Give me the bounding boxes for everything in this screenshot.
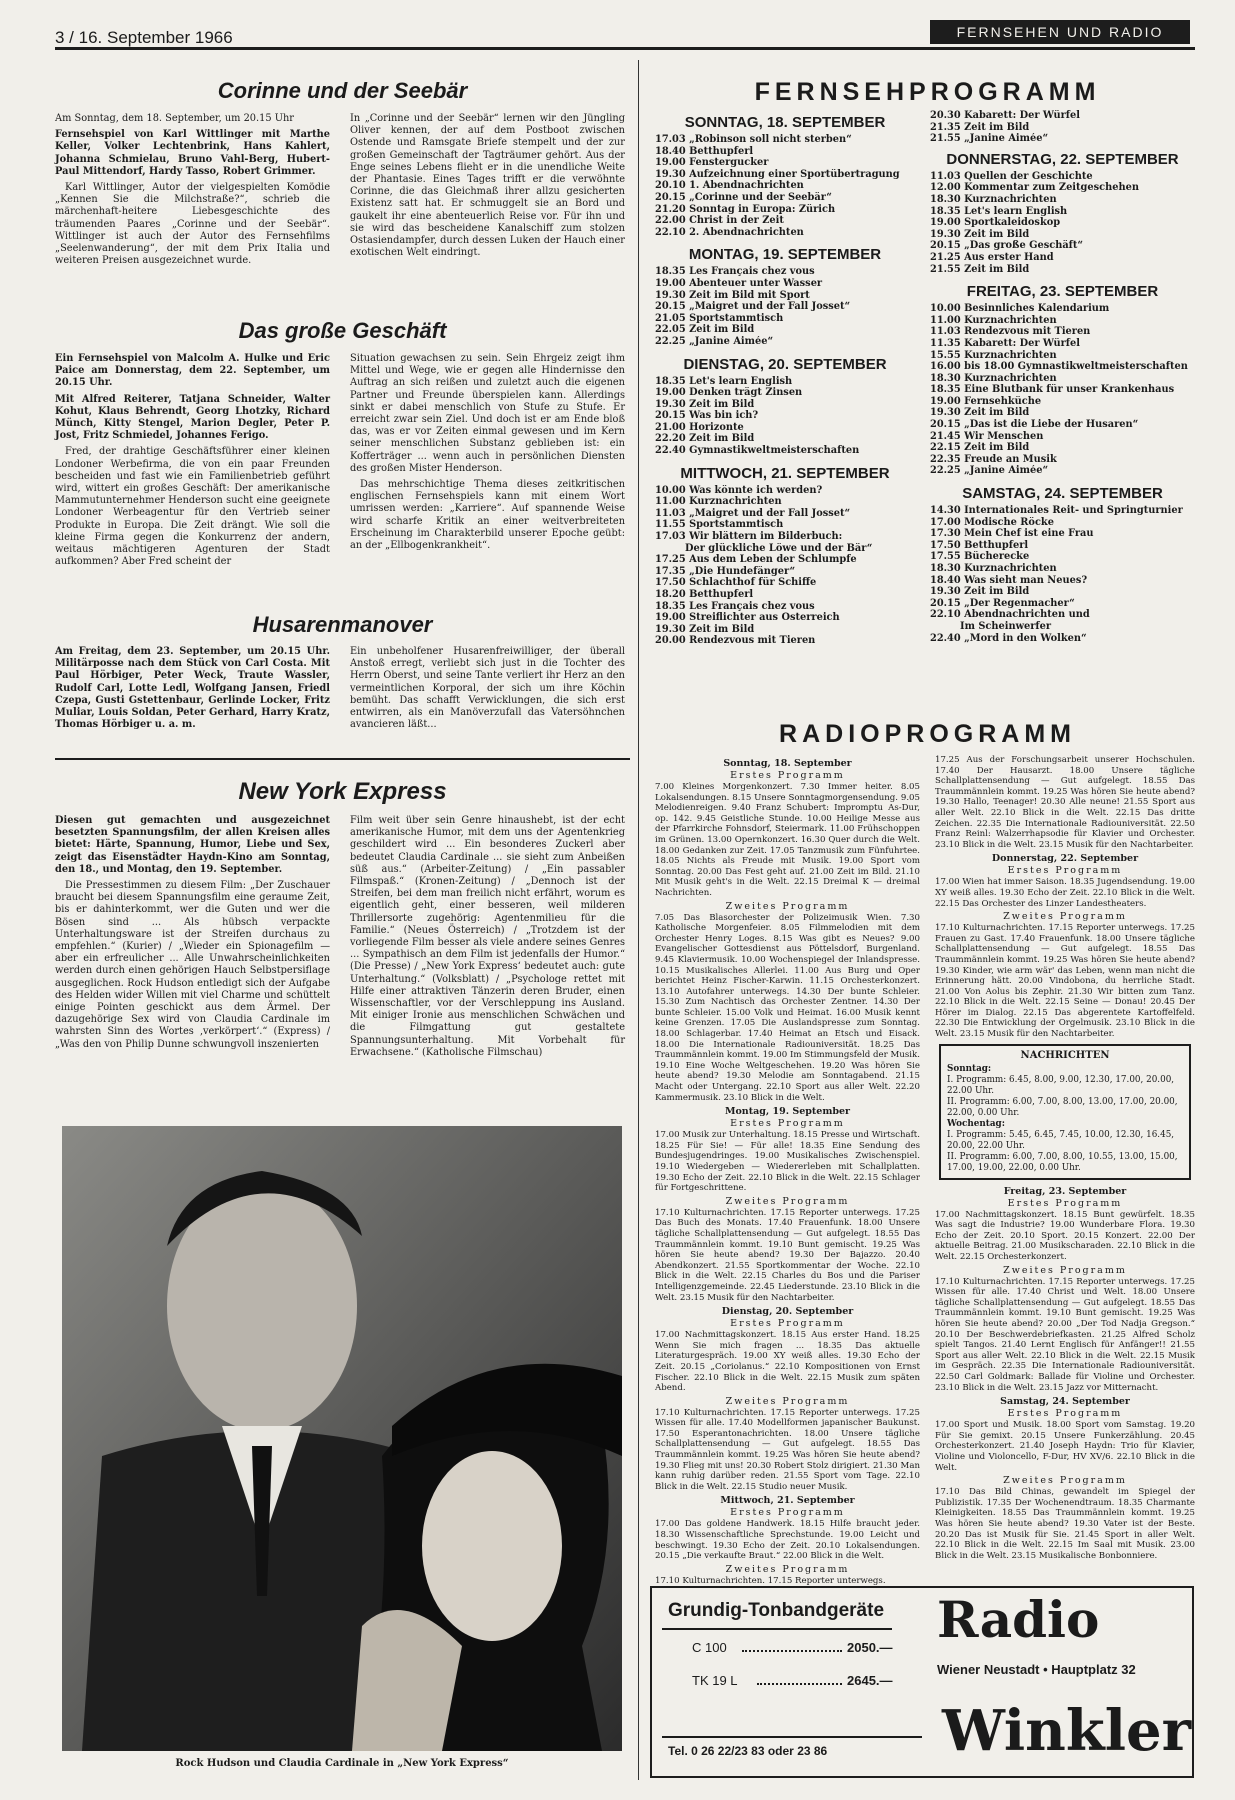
tv-entry: 18.35 Les Français chez vous bbox=[655, 600, 815, 612]
tv-entry: 19.30 Aufzeichnung einer Sportübertragung bbox=[655, 168, 900, 180]
radio-day: Montag, 19. September bbox=[724, 1106, 851, 1118]
radio-program-label: Erstes Programm bbox=[730, 1118, 845, 1130]
radio-listing: 17.00 Nachmittagskonzert. 18.15 Aus erster Hand. 18.25 Wenn Sie mich fragen ... 18.35 Das aktuelle Literaturgespräch. 19.00 XY weiß alles. 19.30 Echo der Zeit. 20.15 „Coriolanus.“ 22.10 Kompositionen von Ernst Fischer. 22.10 Blick in die Welt. 22.15 Musik zum späten Abend. bbox=[655, 1330, 920, 1394]
article-paragraph: Am Freitag, dem 23. September, um 20.15 Uhr. Militärposse nach dem Stück von Carl Costa. Mit Paul Hörbiger, Peter Weck, Traute Wassler, Rudolf Carl, Lotte Ledl, Wolfgang Jansen, Friedl Czepa, Gusti Gstettenbaur, Gerlinde Locker, Fritz Muliar, Louis Soldan, Peter Gerhard, Harry Kratz, Thomas Hörbiger u. a. m. bbox=[55, 646, 330, 731]
tv-entry: 21.55 „Janine Aimée“ bbox=[930, 133, 1049, 145]
tv-entry: 21.20 Sonntag in Europa: Zürich bbox=[655, 203, 836, 215]
tv-entry: 22.05 Zeit im Bild bbox=[655, 324, 755, 336]
ad-model: TK 19 L bbox=[692, 1673, 738, 1688]
article-paragraph: Das mehrschichtige Thema dieses zeitkritischen englischen Fernsehspiels kann mit einem Wort umrissen werden: „Karriere“. Auf spannende Weise wird scharfe Kritik an einer weitverbreiteten Erscheinung im Charakterbild unserer Epoche geübt: an der „Ellbogenkrankheit“. bbox=[350, 479, 625, 552]
tv-entry: 19.00 Abenteuer unter Wasser bbox=[655, 277, 823, 289]
tv-day-title: MONTAG, 19. SEPTEMBER bbox=[688, 246, 882, 264]
tv-entry: 10.00 Was könnte ich werden? bbox=[655, 484, 823, 496]
tv-entry: 22.10 Abendnachrichten und bbox=[930, 609, 1090, 621]
tv-entry: 18.35 Eine Blutbank für unser Krankenhaus bbox=[930, 384, 1175, 396]
headline-corinne: Corinne und der Seebär bbox=[217, 78, 468, 103]
tv-entry: 17.50 Betthupferl bbox=[930, 539, 1029, 551]
article-husaren-col1 bbox=[55, 646, 330, 735]
tv-entry: 19.00 Streiflichter aus Österreich bbox=[655, 612, 840, 624]
tv-day-title: SAMSTAG, 24. SEPTEMBER bbox=[962, 485, 1163, 503]
radio-program-label: Zweites Programm bbox=[1003, 1264, 1127, 1276]
tv-day-title: SONNTAG, 18. SEPTEMBER bbox=[684, 114, 886, 131]
tv-entry: 12.00 Kommentar zum Zeitgeschehen bbox=[930, 182, 1139, 194]
radio-day: Samstag, 24. September bbox=[1000, 1396, 1130, 1408]
tv-entry: 20.10 1. Abendnachrichten bbox=[655, 180, 804, 192]
tv-entry: 17.55 Bücherecke bbox=[930, 551, 1030, 563]
tv-entry: 17.03 „Robinson soll nicht sterben“ bbox=[655, 134, 852, 145]
radio-day: Freitag, 23. September bbox=[1003, 1185, 1127, 1197]
article-paragraph: Ein unbeholfener Husarenfreiwilliger, der überall Anstoß erregt, verliebt sich just in die Tochter des Herrn Oberst, und seine Tante verliert ihr Herz an den vermeintlichen Korporal, der sich um ihre Köchin bemüht. Das schafft Verwicklungen, die sich erst entwirren, als ein Manöverzufall das Vatersöhnchen avancieren läßt... bbox=[350, 646, 625, 731]
radio-listing: 17.00 Musik zur Unterhaltung. 18.15 Presse und Wirtschaft. 18.25 Für Sie! — Für alle! 18.35 Eine Sendung des Bundesjugendringes. 19.00 Musikalisches Zwischenspiel. 19.10 Wiedergeben — Wiedererleben mit Schallplatten. 19.30 Echo der Zeit. 22.10 Blick in die Welt. 22.15 Schlager für Fortgeschrittene. bbox=[655, 1130, 920, 1194]
tv-entry: 17.50 Schlachthof für Schiffe bbox=[655, 577, 817, 589]
tv-entries bbox=[655, 376, 915, 457]
article-paragraph: Die Pressestimmen zu diesem Film: „Der Zuschauer braucht bei diesem Spannungsfilm eine geraume Zeit, bis er dahinterkommt, wer die Guten und wer die Bösen sind ... Als hübsch verpackte Unterhaltungsware ist der Streifen durchaus zu empfehlen.“ (Kurier) / „Wieder ein Spionagefilm — aber ein erfreulicher ... Alle Unwahrscheinlichkeiten werden durch einen gehörigen Hauch Selbstpersiflage ausgeglichen. Rock Hudson entledigt sich der Aufgabe des Helden wider Willen mit viel Charme und schüttelt einige Pointen geschickt aus dem Ärmel. Der dazugehörige Sex wird von Claudia Cardinale im wahrsten Sinn des Wortes ‚verkörpert‘.“ (Express) / „Was den von Philip Dunne schwungvoll inszenierten bbox=[55, 880, 330, 1050]
tv-entry: 19.00 Sportkaleidoskop bbox=[930, 217, 1061, 229]
radio-listing: 17.10 Kulturnachrichten. 17.15 Reporter unterwegs. 17.25 Frauen zu Gast. 17.40 Frauenfunk. 18.00 Unsere tägliche Schallplattensendung — Gut aufgelegt. 18.55 Das Traummännlein kommt. 19.25 Was hören Sie heute abend? 19.30 Kinder, wie arm wär' das Leben, wenn man nicht die Erinnerung hätt. 20.00 Vindobona, du herrliche Stadt. 21.00 Von Aolus bis Zephir. 21.30 Wir bitten zum Tanz. 22.10 Blick in die Welt. 22.15 Seine — Donau! 20.45 Der Hörer im Dialog. 22.15 Das abgerentete Kartoffelfeld. 22.30 Die Entwicklung der Orgelmusik. 23.10 Blick in die Welt. 23.15 Musik für den Nachtarbeiter. bbox=[935, 923, 1195, 1040]
tv-entry: 20.15 „Das große Geschäft“ bbox=[930, 240, 1084, 252]
tv-entry: 19.30 Zeit im Bild bbox=[930, 228, 1030, 240]
article-newyork-col2 bbox=[350, 815, 625, 1063]
radio-program-label: Zweites Programm bbox=[725, 900, 850, 912]
tv-entry: 22.20 Zeit im Bild bbox=[655, 433, 755, 445]
ad-price: 2645.— bbox=[847, 1673, 893, 1688]
section-banner: FERNSEHEN UND RADIO bbox=[930, 20, 1190, 44]
radio-listing: 7.05 Das Blasorchester der Polizeimusik Wien. 7.30 Katholische Morgenfeier. 8.05 Filmmelodien mit dem Orchester Henry Loges. 8.15 Was gibt es Neues? 9.00 Evangelischer Gottesdienst aus Pöttelsdorf, Burgenland. 9.45 Klaviermusik. 10.00 Wochenspiegel der Inlandspresse. 10.15 Musikalisches Allerlei. 11.00 Aus Burg und Oper berichtet Heinz Fischer-Karwin. 11.15 Orchesterkonzert. 13.10 Autofahrer unterwegs. 14.30 Der bunte Schleier. 15.30 Zum Nachtisch das Orchester Zentner. 14.30 Der bunte Schleier. 15.00 Volk und Heimat. 16.00 Musik kennt keine Grenzen. 17.05 Die Auslandspresse zum Sonntag. 18.00 Schlagerbar. 17.40 Heimat an Etsch und Eisack. 18.00 Die Internationale Radiouniversität. 18.25 Das Traummännlein kommt. 19.00 Im Stimmungsfeld der Musik. 19.10 Eine Woche Weltgeschehen. 19.20 Was hören Sie heute abend? 19.30 Melodie am Sonntagabend. 21.15 Macht oder Untergang. 22.10 Sport aus aller Welt. 22.20 Kammermusik. 23.10 Blick in die Welt. bbox=[655, 912, 920, 1103]
tv-entry: 22.25 „Janine Aimée“ bbox=[930, 465, 1049, 477]
ad-product-line: Grundig-Tonbandgeräte bbox=[668, 1600, 885, 1621]
ad-model: C 100 bbox=[692, 1640, 727, 1655]
tv-entry: 19.30 Zeit im Bild mit Sport bbox=[655, 289, 810, 301]
news-times-line: Wochentag: bbox=[947, 1118, 1005, 1129]
tv-entry: 18.40 Was sieht man Neues? bbox=[930, 574, 1088, 586]
tv-entry: 22.10 2. Abendnachrichten bbox=[655, 226, 804, 238]
radio-program-label: Zweites Programm bbox=[1003, 1475, 1127, 1487]
tv-entry: 17.03 Wir blättern im Bilderbuch: bbox=[655, 531, 843, 543]
radio-col-right bbox=[935, 755, 1195, 1563]
article-corinne-col1 bbox=[55, 113, 330, 271]
tv-day-freitag bbox=[930, 283, 1195, 477]
article-geschaeft-col1 bbox=[55, 353, 330, 572]
tv-day-title: DIENSTAG, 20. SEPTEMBER bbox=[683, 355, 887, 373]
tv-entry: 19.00 Denken trägt Zinsen bbox=[655, 387, 803, 399]
tv-entry: 17.25 Aus dem Leben der Schlumpfe bbox=[655, 554, 857, 566]
article-paragraph: Mit Alfred Reiterer, Tatjana Schneider, Walter Kohut, Klaus Behrendt, Georg Lhotzky, Richard Münch, Kitty Stengel, Marion Degler, Peter P. Jost, Fritz Schmiedel, Johannes Ferigo. bbox=[55, 393, 330, 442]
page-date: 3 / 16. September 1966 bbox=[55, 28, 233, 47]
radio-program-label: Erstes Programm bbox=[1007, 1408, 1123, 1420]
article-paragraph: Am Sonntag, dem 18. September, um 20.15 Uhr bbox=[55, 113, 294, 124]
ad-brand-winkler: Winkler bbox=[942, 1698, 1192, 1764]
radio-day: Mittwoch, 21. September bbox=[720, 1495, 855, 1507]
radio-program-label: Erstes Programm bbox=[730, 770, 845, 781]
radio-listing: 17.00 Sport und Musik. 18.00 Sport vom Samstag. 19.20 Für Sie gemixt. 20.15 Unsere Funkerzählung. 20.45 Orchesterkonzert. 21.40 Joseph Haydn: Trio für Klavier, Violine und Violoncello, F-Dur, HV XV/6. 22.10 Blick in die Welt. bbox=[935, 1420, 1195, 1473]
radio-listing: 17.10 Kulturnachrichten. 17.15 Reporter unterwegs. 17.25 Das Buch des Monats. 17.40 Frauenfunk. 18.00 Unsere tägliche Schallplattensendung — Gut aufgelegt. 18.55 Das Traummännlein kommt. 19.10 Bunt gemischt. 19.25 Was hören Sie heute abend? 19.30 Der Bajazzo. 20.40 Abendkonzert. 21.55 Sportkommentar der Woche. 22.10 Blick in die Welt. 22.15 Charles du Bos und die Pariser Intelligenzgemeinde. 22.45 Liederstunde. 23.10 Blick in die Welt. 23.15 Musik für den Nachtarbeiter. bbox=[655, 1207, 920, 1303]
tv-entry: 20.00 Rendezvous mit Tieren bbox=[655, 635, 816, 647]
top-rule bbox=[55, 47, 1195, 50]
article-husaren-col2 bbox=[350, 646, 625, 735]
tv-entry: 22.15 Zeit im Bild bbox=[930, 442, 1030, 454]
film-photo bbox=[62, 1126, 622, 1751]
tv-entry: 20.15 „Das ist die Liebe der Husaren“ bbox=[930, 419, 1139, 431]
tv-day-donnerstag bbox=[930, 151, 1195, 275]
tv-day-montag bbox=[655, 246, 915, 347]
news-times-line: II. Programm: 6.00, 7.00, 8.00, 10.55, 13.00, 15.00, 17.00, 19.00, 22.00, 0.00 Uhr. bbox=[947, 1151, 1178, 1173]
tv-col-left bbox=[655, 110, 915, 647]
tv-entry: 19.30 Zeit im Bild bbox=[930, 407, 1030, 419]
tv-entries bbox=[930, 303, 1195, 477]
radio-day: Sonntag, 18. September bbox=[723, 758, 852, 769]
divider-rule bbox=[55, 758, 630, 760]
tv-entry: 18.30 Kurznachrichten bbox=[930, 193, 1057, 205]
tv-entries bbox=[655, 134, 915, 238]
radio-program-label: Erstes Programm bbox=[730, 1318, 845, 1330]
article-paragraph: Diesen gut gemachten und ausgezeichnet besetzten Spannungsfilm, der allen Kreisen alles bietet: Härte, Spannung, Humor, Liebe und Sex, zeigt das Eisenstädter Haydn-Kino am Sonntag, den 18., und Montag, den 19. September. bbox=[55, 815, 330, 875]
tv-entry: 20.30 Kabarett: Der Würfel bbox=[930, 110, 1080, 121]
ad-rule bbox=[662, 1736, 922, 1738]
tv-entries bbox=[930, 110, 1195, 145]
tv-entry: 21.35 Zeit im Bild bbox=[930, 121, 1030, 133]
headline-geschaeft: Das große Geschäft bbox=[238, 318, 447, 343]
radio-program-label: Zweites Programm bbox=[725, 1563, 850, 1575]
tv-entry: 19.00 Fenstergucker bbox=[655, 157, 769, 169]
article-paragraph: Fernsehspiel von Karl Wittlinger mit Marthe Keller, Volker Lechtenbrink, Hans Kahlert, Johanna Schmielau, Bruno Vahl-Berg, Hubert-Paul Mittendorf, Hardy Tasso, Robert Grimmer. bbox=[55, 129, 330, 177]
article-geschaeft-col2 bbox=[350, 353, 625, 556]
radio-listing: 17.00 Wien hat immer Saison. 18.35 Jugendsendung. 19.00 XY weiß alles. 19.30 Echo der Zeit. 22.10 Blick in die Welt. 22.15 Das Orchester des Linzer Landestheaters. bbox=[935, 877, 1195, 909]
tv-entry: 18.20 Betthupferl bbox=[655, 589, 754, 600]
tv-entry: 10.00 Besinnliches Kalendarium bbox=[930, 303, 1110, 315]
article-paragraph: Film weit über sein Genre hinaushebt, ist der echt amerikanische Humor, mit dem uns der Agentenkrieg geschildert wird ... Ein besonderes Zuckerl aber bedeutet Claudia Cardinale ... sie sieht zum Anbeißen süß aus.“ (Arbeiter-Zeitung) / „Ein passabler Filmspaß.“ (Kronen-Zeitung) / „Dennoch ist der Streifen, bei dem man freilich nicht erfährt, worum es eigentlich geht, einer besseren, weil milderen Thrillersorte zugehörig: Agentenmilieu für die Familie.“ (Neues Österreich) / „Trotzdem ist der vorliegende Film besser als viele andere seines Genres ... Sympathisch an dem Film ist jedenfalls der Humor.“ (Die Presse) / „New York Express‘ bedeutet auch: gute Unterhaltung.“ (Volksblatt) / „Psychologe rettet mit Hilfe einer attraktiven Tänzerin deren Bruder, einen Wissenschaftler, vor der Verschleppung ins Ausland. Mit einiger Ironie aus menschlichen Schwächen und die Filmgattung gut gestaltete Spannungsunterhaltung. Mit Vorbehalt für Erwachsene.“ (Katholische Filmschau) bbox=[350, 815, 625, 1058]
tv-entry: 17.30 Mein Chef ist eine Frau bbox=[930, 528, 1094, 540]
tv-entry: 18.35 Let's learn English bbox=[930, 205, 1068, 217]
radio-listing: 17.10 Das Bild Chinas, gewandelt im Spiegel der Publizistik. 17.35 Der Wochenendtraum. 18.35 Charmante Kleinigkeiten. 18.55 Das Traummännlein kommt. 19.25 Was hören Sie heute abend? 19.30 Vater ist der Beste. 20.20 Das ist Musik für Sie. 21.45 Sport in aller Welt. 22.10 Blick in die Welt. 22.15 Im Saal mit Musik. 23.00 Blick in die Welt. 23.15 Musikalische Bonbonniere. bbox=[935, 1487, 1195, 1561]
photo-caption: Rock Hudson und Claudia Cardinale in „New York Express“ bbox=[175, 1758, 509, 1769]
tv-day-title: FREITAG, 23. SEPTEMBER bbox=[966, 283, 1159, 301]
tv-entries bbox=[930, 505, 1195, 644]
ad-price: 2050.— bbox=[847, 1640, 893, 1655]
tv-entry: 18.30 Kurznachrichten bbox=[930, 372, 1057, 384]
tv-entries bbox=[655, 485, 915, 647]
ad-dots bbox=[742, 1650, 842, 1652]
tv-day-title: MITTWOCH, 21. SEPTEMBER bbox=[680, 464, 890, 482]
tv-entry: 21.55 Zeit im Bild bbox=[930, 263, 1030, 275]
tv-entry: 22.35 Freude an Musik bbox=[930, 453, 1057, 465]
tv-entry: 18.35 Let's learn English bbox=[655, 375, 793, 387]
radio-program-label: Erstes Programm bbox=[1007, 1197, 1123, 1209]
radio-listing: 17.10 Kulturnachrichten. 17.15 Reporter unterwegs. bbox=[655, 1575, 886, 1586]
tv-entry: 20.15 „Corinne und der Seebär“ bbox=[655, 191, 832, 203]
tv-entry: 22.00 Christ in der Zeit bbox=[655, 215, 784, 227]
tv-day-sonntag bbox=[655, 114, 915, 238]
tv-entry: 11.03 „Maigret und der Fall Josset“ bbox=[655, 507, 851, 519]
tv-day-title: DONNERSTAG, 22. SEPTEMBER bbox=[946, 150, 1179, 168]
tv-entry: 11.00 Kurznachrichten bbox=[930, 314, 1057, 326]
film-photo-illustration bbox=[62, 1126, 622, 1751]
radio-listing: 17.10 Kulturnachrichten. 17.15 Reporter unterwegs. 17.25 Wissen für alle. 17.40 Christ und Welt. 18.00 Unsere tägliche Schallplattensendung — Gut aufgelegt. 18.55 Das Traummännlein kommt. 19.10 Bunt gemischt. 19.25 Was hören Sie heute abend? 20.00 „Der Tod Nadja Gregson.“ 20.10 Der Beschwerdebriefkasten. 21.25 Alfred Scholz spielt Tangos. 21.40 Lernt Englisch für Anfänger!! 21.55 Sport aus aller Welt. 22.10 Blick in die Welt. 22.15 Musik im Gespräch. 22.35 Die Internationale Radiouniversität. 22.50 Carl Goldmark: Ballade für Violine und Orchester. 23.10 Blick in die Welt. 23.15 Jazz vor Mitternacht. bbox=[935, 1276, 1195, 1393]
tv-entry: 16.00 bis 18.00 Gymnastikweltmeisterschaften bbox=[930, 361, 1188, 373]
advertisement bbox=[650, 1586, 1194, 1778]
radio-listing: 17.10 Kulturnachrichten. 17.15 Reporter unterwegs. 17.25 Wissen für alle. 17.40 Modellformen japanischer Baukunst. 17.50 Esperantonachrichten. 18.00 Unsere tägliche Schallplattensendung — Gut aufgelegt. 18.55 Das Traummännlein kommt. 19.25 Was hören Sie heute abend? 19.30 Flieg mit uns! 20.30 Robert Stolz dirigiert. 21.30 Man kann ruhig darüber reden. 21.55 Sport vom Tage. 22.10 Blick in die Welt. 22.15 Studio neuer Musik. bbox=[655, 1407, 920, 1492]
tv-entry: 21.45 Wir Menschen bbox=[930, 430, 1044, 442]
news-times-line: I. Programm: 6.45, 8.00, 9.00, 12.30, 17.00, 20.00, 22.00 Uhr. bbox=[947, 1074, 1175, 1096]
tv-entry: 20.15 „Der Regenmacher“ bbox=[930, 597, 1075, 609]
radio-day: Donnerstag, 22. September bbox=[991, 853, 1139, 865]
radio-listing: 17.25 Aus der Forschungsarbeit unserer Hochschulen. 17.40 Der Hausarzt. 18.00 Unsere tägliche Schallplattensendung — Gut aufgelegt. 18.55 Das Traummännlein kommt. 19.25 Was hören Sie heute abend? 19.30 Hallo, Teenager! 20.30 Alle neune! 21.55 Sport aus aller Welt. 22.10 Blick in die Welt. 22.15 Das dritte Zeichen. 22.35 Die Internationale Radiouniversität. 22.50 Franz Reinl: Walzerrhapsodie für Klavier und Orchester. 23.10 Blick in die Welt. 23.15 Musik für den Nachtarbeiter. bbox=[935, 755, 1195, 850]
tv-col-right bbox=[930, 110, 1195, 644]
tv-entry: 18.40 Betthupferl bbox=[655, 145, 754, 157]
radio-program-label: Zweites Programm bbox=[725, 1195, 850, 1207]
tv-day-samstag bbox=[930, 485, 1195, 644]
headline-husaren: Husarenmanover bbox=[252, 612, 433, 637]
article-paragraph: Ein Fernsehspiel von Malcolm A. Hulke und Eric Paice am Donnerstag, dem 22. September, um 20.15 Uhr. bbox=[55, 353, 330, 389]
tv-entry: 19.30 Zeit im Bild bbox=[655, 623, 755, 635]
news-times-line: II. Programm: 6.00, 7.00, 8.00, 13.00, 17.00, 20.00, 22.00, 0.00 Uhr. bbox=[947, 1096, 1178, 1118]
radio-program-label: Erstes Programm bbox=[1007, 865, 1123, 877]
tv-entry: 21.00 Horizonte bbox=[655, 421, 744, 433]
tv-entry: 11.03 Quellen der Geschichte bbox=[930, 170, 1093, 182]
ad-brand-radio: Radio bbox=[937, 1590, 1100, 1649]
tv-entry: Im Scheinwerfer bbox=[960, 620, 1052, 632]
tv-entry: 14.30 Internationales Reit- und Springturnier bbox=[930, 505, 1183, 517]
article-paragraph: In „Corinne und der Seebär“ lernen wir den Jüngling Oliver kennen, der auf dem Postboot zwischen Ostende und Ramsgate Briefe stempelt und der zur großen Gemeinschaft der Tagträumer gehört. Aus der Enge seines Lebens flieht er in die unendliche Weite der Phantasie. Eines Tages trifft er die verwöhnte Corinne, die das Gleichmaß ihrer allzu gesicherten Existenz satt hat. Er schmuggelt sie an Bord und gaukelt ihr eine abenteuerlich Reise vor. Für ihn und sie wird das bescheidene Kanalschiff zum stolzen Ostasiendampfer, durch dessen Luken der Hauch einer exotischen Welt eindringt. bbox=[350, 113, 625, 259]
news-times-title: NACHRICHTEN bbox=[1020, 1049, 1110, 1061]
radio-program-label: Zweites Programm bbox=[725, 1395, 850, 1407]
headline-newyork: New York Express bbox=[238, 778, 447, 805]
tv-entry: 11.55 Sportstammtisch bbox=[655, 519, 784, 531]
tv-entry: 11.35 Kabarett: Der Würfel bbox=[930, 337, 1080, 349]
tv-entry: 22.40 „Mord in den Wolken“ bbox=[930, 632, 1087, 644]
tv-day-dienstag bbox=[655, 356, 915, 457]
tv-entry: 18.30 Kurznachrichten bbox=[930, 563, 1057, 574]
ad-address: Wiener Neustadt • Hauptplatz 32 bbox=[937, 1662, 1136, 1677]
tv-entry: 18.35 Les Français chez vous bbox=[655, 266, 815, 278]
radio-listing: 17.00 Das goldene Handwerk. 18.15 Hilfe braucht jeder. 18.30 Wissenschaftliche Sprechstunde. 19.00 Leicht und beschwingt. 19.30 Echo der Zeit. 20.10 Lokalsendungen. 20.15 „Die verkaufte Braut.“ 22.00 Blick in die Welt. bbox=[655, 1519, 920, 1562]
tv-entry: 22.25 „Janine Aimée“ bbox=[655, 335, 774, 347]
ad-dots bbox=[757, 1683, 842, 1685]
tv-entry: Der glückliche Löwe und der Bär“ bbox=[685, 542, 873, 554]
tv-entry: 20.15 Was bin ich? bbox=[655, 410, 759, 422]
radio-listing: 7.00 Kleines Morgenkonzert. 7.30 Immer heiter. 8.05 Lokalsendungen. 8.15 Unsere Sonntagmorgensendung. 9.05 Melodienreigen. 9.40 Franz Schubert: Impromptu As-Dur, op. 142. 9.45 Geistliche Stunde. 10.00 Heilige Messe aus der Pfarrkirche Fohnsdorf, Steiermark. 11.00 Frühschoppen im Grünen. 13.00 Opernkonzert. 16.30 Quer durch die Welt. 18.00 Gedanken zur Zeit. 17.05 Tanzmusik zum Fünfuhrtee. 18.05 Nichts als Freude mit Musik. 19.00 Sport vom Sonntag. 20.00 Das Fest geht auf. 21.00 Zeit im Bild. 21.10 Mit Musik geht's in die Welt. 22.15 Dreimal K — dreimal Nachrichten. bbox=[655, 782, 920, 898]
ad-rule bbox=[662, 1628, 892, 1630]
column-divider bbox=[638, 60, 639, 1780]
tv-entry: 22.40 Gymnastikweltmeisterschaften bbox=[655, 445, 860, 457]
article-paragraph: Situation gewachsen zu sein. Sein Ehrgeiz zeigt ihm Mittel und Wege, wie er gegen alle Hindernisse den Auftrag an sich reißen und zuletzt auch die eigenen Partner und Freunde überspielen kann. Allerdings sinkt er dabei menschlich von Stufe zu Stufe. Er erreicht zwar sein Ziel. Und doch ist er am Ende bloß das, was er vor Zeiten einmal gewesen und im Kern seiner menschlichen Substanz geblieben ist: ein Kofferträger ... wenn auch in persönlichen Diensten des großen Mister Henderson. bbox=[350, 353, 625, 474]
tv-entry: 19.30 Zeit im Bild bbox=[655, 398, 755, 410]
tv-entry: 21.05 Sportstammtisch bbox=[655, 312, 784, 324]
tv-entry: 11.00 Kurznachrichten bbox=[655, 496, 782, 508]
tv-entry: 15.55 Kurznachrichten bbox=[930, 349, 1057, 361]
tv-entry: 17.35 „Die Hundefänger“ bbox=[655, 565, 796, 577]
radio-program-label: Erstes Programm bbox=[730, 1507, 845, 1519]
tv-entries bbox=[655, 266, 915, 347]
radio-col-left bbox=[655, 755, 920, 1588]
radio-program-title: RADIOPROGRAMM bbox=[779, 720, 1076, 748]
tv-entry: 21.25 Aus erster Hand bbox=[930, 251, 1054, 263]
tv-entry: 19.00 Fernsehküche bbox=[930, 395, 1042, 407]
tv-entries bbox=[930, 171, 1195, 275]
tv-day-mittwoch bbox=[655, 465, 915, 647]
radio-listing: 17.00 Nachmittagskonzert. 18.15 Bunt gewürfelt. 18.35 Was sagt die Industrie? 19.00 Wunderbare Flora. 19.30 Echo der Zeit. 20.10 Sport. 20.15 Konzert. 22.00 Der aktuelle Beitrag. 21.00 Musikscharaden. 22.10 Blick in die Welt. 22.15 Orchesterkonzert. bbox=[935, 1209, 1195, 1263]
tv-entry: 11.03 Rendezvous mit Tieren bbox=[930, 326, 1091, 338]
article-corinne-col2 bbox=[350, 113, 625, 263]
article-paragraph: Fred, der drahtige Geschäftsführer einer kleinen Londoner Werbefirma, die von ein paar Freunden bescheiden und fast wie ein Familienbetrieb geführt wird, wittert ein großes Geschäft: Der amerikanische Mammutunternehmer Henderson sucht eine geeignete Londoner Werbeagentur für den Vertrieb seiner Produkte in Europa. Die Zeit drängt. Wie soll die kleine Firma gegen die Konkurrenz der andern, weitaus mächtigeren Agenturen der Stadt aufkommen? Aber Fred scheint der bbox=[55, 446, 330, 568]
news-times-line: I. Programm: 5.45, 6.45, 7.45, 10.00, 12.30, 16.45, 20.00, 22.00 Uhr. bbox=[947, 1129, 1175, 1151]
news-times-line: Sonntag: bbox=[947, 1063, 992, 1074]
tv-entry: 17.00 Modische Röcke bbox=[930, 516, 1054, 528]
radio-day: Dienstag, 20. September bbox=[721, 1306, 854, 1318]
article-paragraph: Karl Wittlinger, Autor der vielgespielten Komödie „Kennen Sie die Milchstraße?“, schrieb die märchenhaft-heitere Liebesgeschichte des träumenden Paares „Corinne und der Seebär“. Wittlinger ist auch der Autor des Fernsehfilms „Seelenwanderung“, der mit dem Prix Italia und weiteren Preisen ausgezeichnet wurde. bbox=[55, 182, 330, 267]
ad-phone: Tel. 0 26 22/23 83 oder 23 86 bbox=[668, 1744, 828, 1758]
radio-program-label: Zweites Programm bbox=[1003, 911, 1127, 923]
tv-entry: 19.30 Zeit im Bild bbox=[930, 586, 1030, 598]
news-times-box bbox=[939, 1044, 1191, 1180]
tv-program-title: FERNSEHPROGRAMM bbox=[754, 78, 1101, 106]
tv-entry: 20.15 „Maigret und der Fall Josset“ bbox=[655, 301, 851, 313]
article-newyork-col1 bbox=[55, 815, 330, 1055]
